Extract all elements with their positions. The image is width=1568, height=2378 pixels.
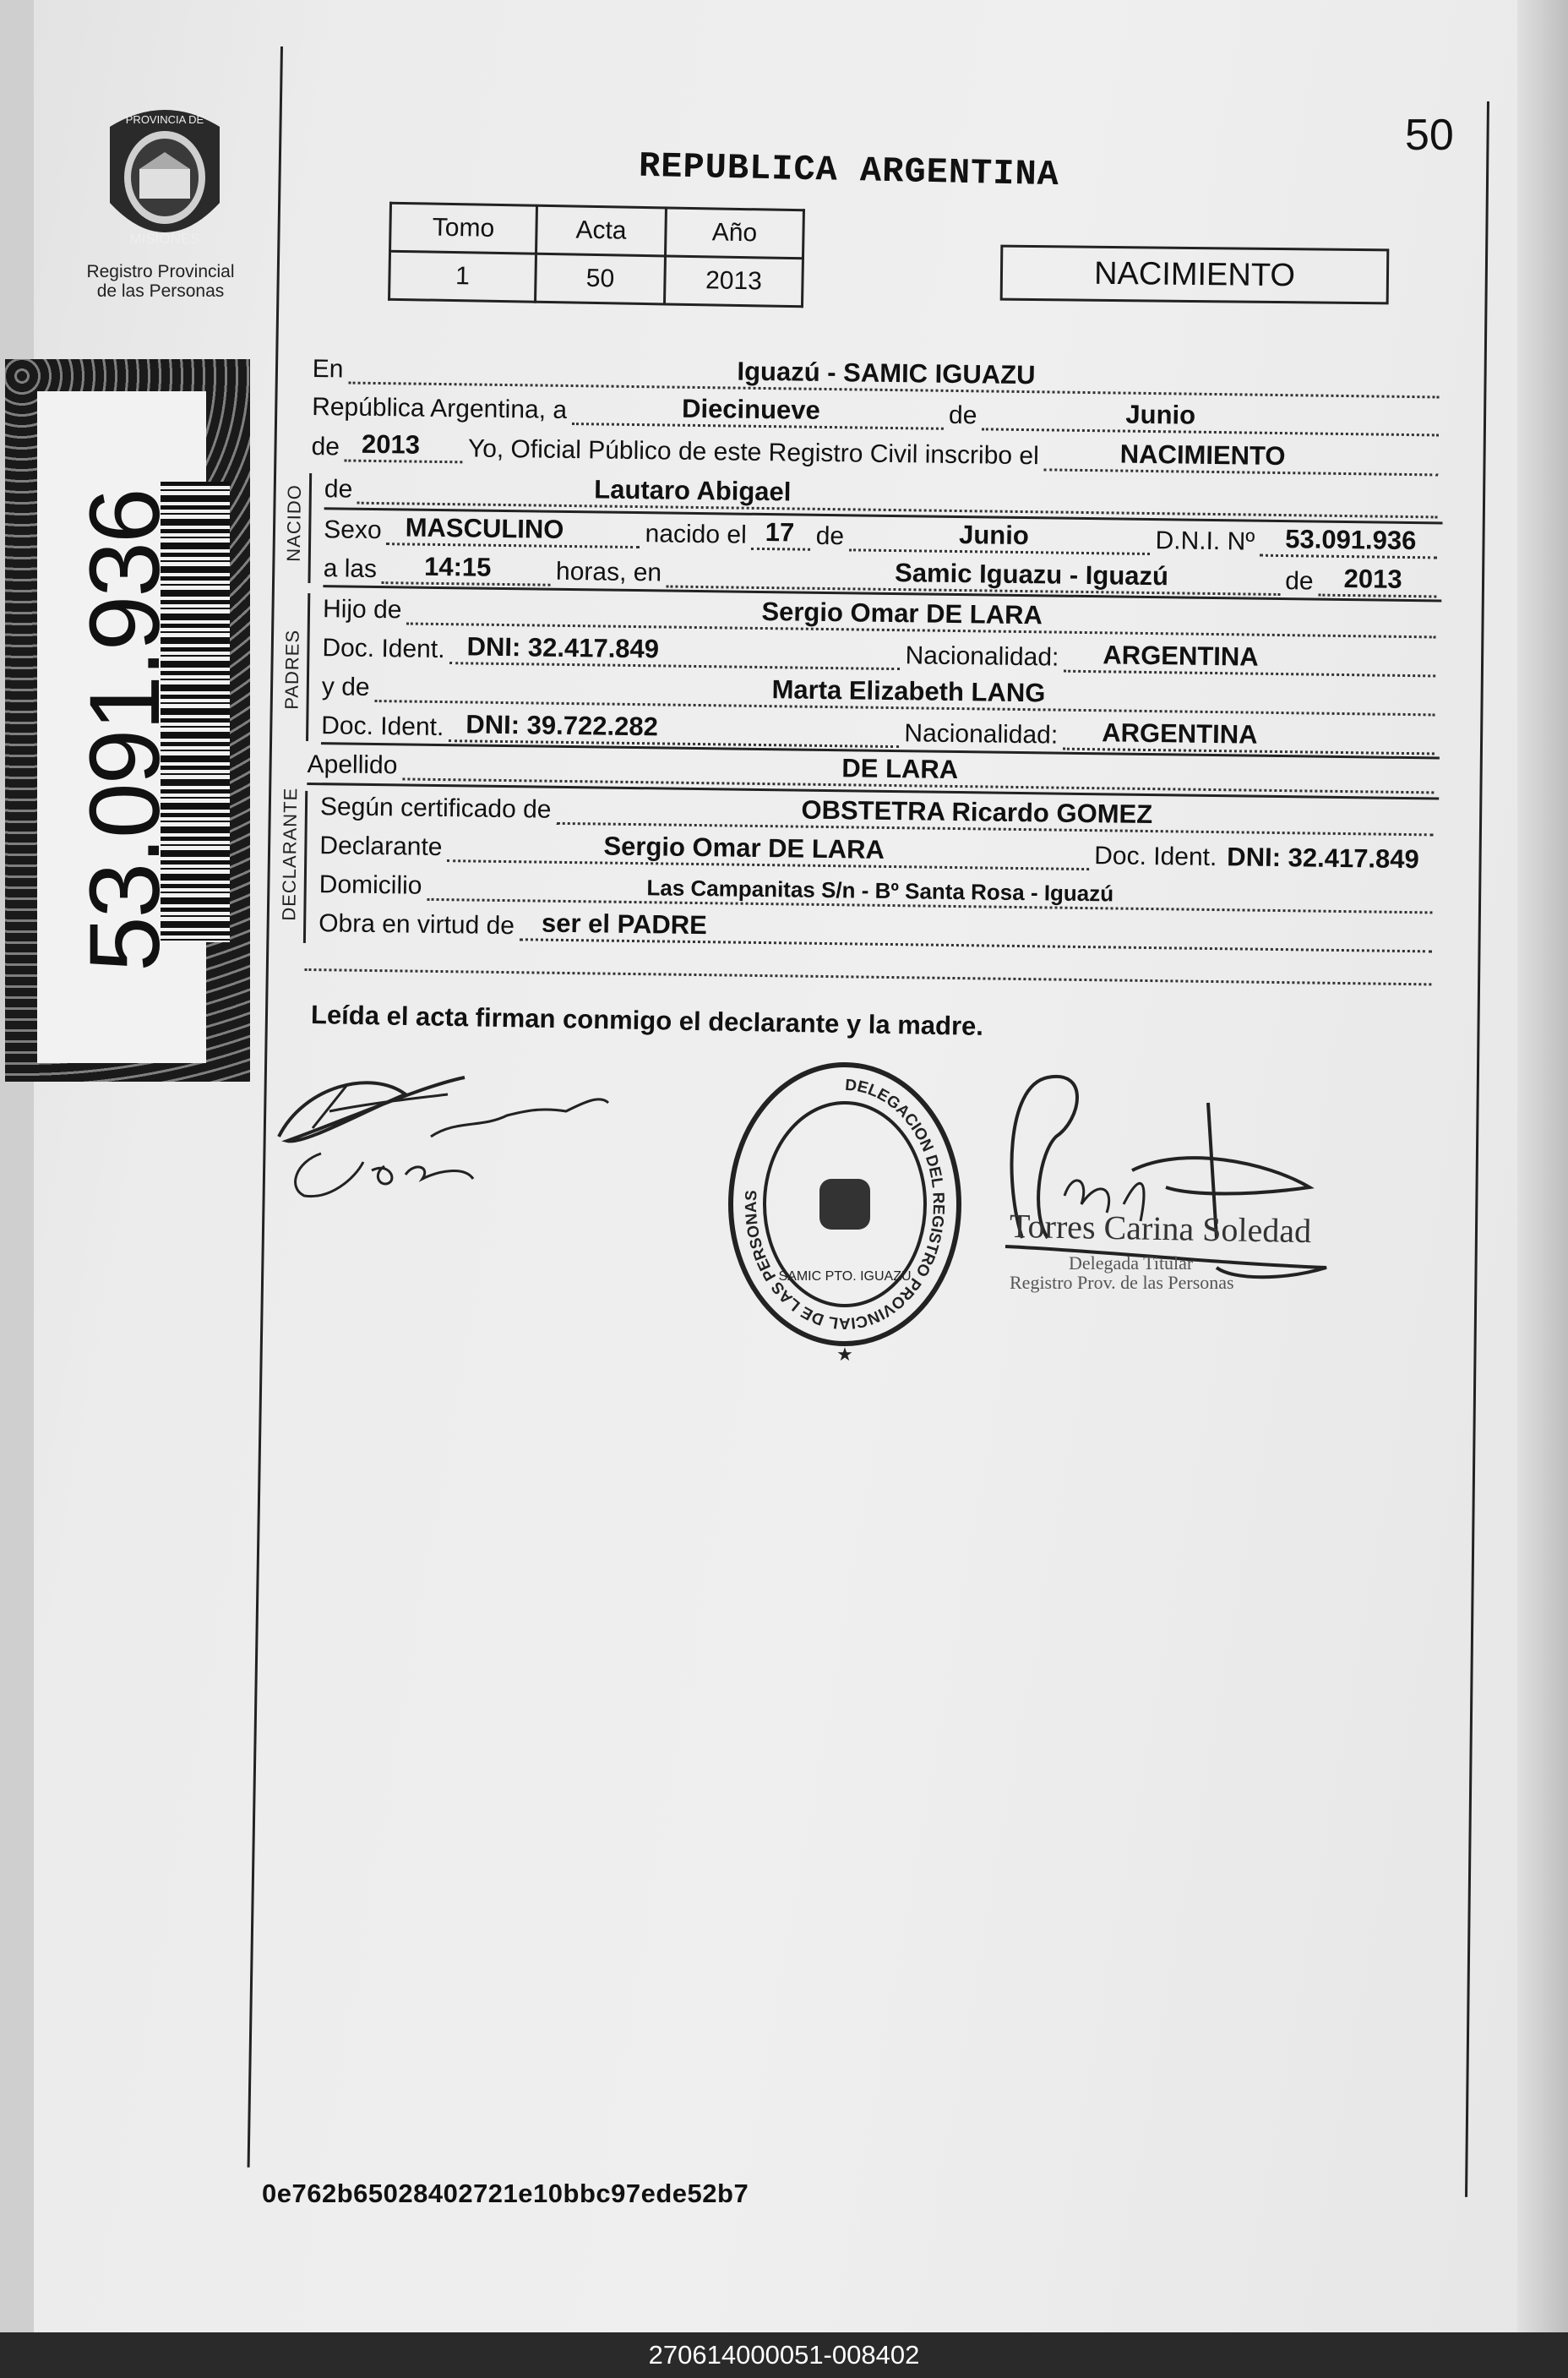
day-field xyxy=(572,393,944,430)
sexo-label: Sexo xyxy=(324,515,382,545)
certificate-value: OBSTETRA Ricardo GOMEZ xyxy=(801,794,1153,830)
a-las-label: a las xyxy=(323,554,378,584)
de-label-5: de xyxy=(1285,567,1314,596)
hijo-de-label: Hijo de xyxy=(322,595,402,624)
obra-value: ser el PADRE xyxy=(541,908,708,941)
section-declarante: DECLARANTE xyxy=(278,787,302,921)
declarante-value: Sergio Omar DE LARA xyxy=(603,831,885,864)
page-title: REPUBLICA ARGENTINA xyxy=(638,145,1060,196)
page-edge xyxy=(1517,0,1568,2332)
stamp-outer-text: DELEGACION DEL REGISTRO PROVINCIAL DE LAS PERSONAS xyxy=(742,1076,948,1333)
declarante-doc-value: DNI: 32.417.849 xyxy=(1227,842,1420,875)
act-kind-field xyxy=(1044,439,1439,476)
father-doc-label: Doc. Ident. xyxy=(322,634,445,664)
apellido-value: DE LARA xyxy=(841,753,959,785)
value-anio: 2013 xyxy=(664,256,803,307)
month-value: Junio xyxy=(1125,399,1196,430)
en-label: En xyxy=(312,355,344,384)
birth-time-value: 14:15 xyxy=(423,551,492,582)
domicilio-label: Domicilio xyxy=(318,870,422,900)
official-stamp xyxy=(722,1061,967,1382)
year-value: 2013 xyxy=(361,428,421,460)
header-tomo: Tomo xyxy=(390,203,537,254)
birth-place-value: Samic Iguazu - Iguazú xyxy=(894,558,1169,592)
registry-caption xyxy=(76,262,245,301)
birth-month-value: Junio xyxy=(958,520,1030,551)
oficial-text: Yo, Oficial Público de este Registro Civil inscribo el xyxy=(467,434,1039,471)
act-kind-value: NACIMIENTO xyxy=(1119,439,1286,472)
domicilio-value: Las Campanitas S/n - Bº Santa Rosa - Iguazú xyxy=(646,875,1114,907)
officer-role: Delegada Titular xyxy=(1069,1252,1194,1274)
de-label-2: de xyxy=(311,432,340,461)
mother-nat-label: Nacionalidad: xyxy=(904,719,1059,750)
dni-field xyxy=(1260,524,1437,559)
birth-day-field xyxy=(752,517,811,551)
mother-doc-label: Doc. Ident. xyxy=(321,712,444,742)
stamp-star-icon: ★ xyxy=(836,1344,853,1365)
father-doc-value: DNI: 32.417.849 xyxy=(466,631,660,664)
registry-caption-line2: de las Personas xyxy=(96,281,225,301)
document-hash: 0e762b65028402721e10bbc97ede52b7 xyxy=(262,2179,749,2208)
republica-label: República Argentina, a xyxy=(311,392,568,424)
header-acta: Acta xyxy=(536,205,667,256)
father-nat-field xyxy=(1064,640,1435,678)
obra-label: Obra en virtud de xyxy=(318,909,515,941)
declarante-label: Declarante xyxy=(319,832,443,862)
horas-en-label: horas, en xyxy=(555,557,662,587)
de-label: de xyxy=(948,401,977,430)
binding-strip xyxy=(0,0,34,2332)
header-anio: Año xyxy=(665,208,803,259)
value-tomo: 1 xyxy=(389,251,536,302)
page-number: 50 xyxy=(1405,111,1454,160)
y-de-label: y de xyxy=(321,673,370,701)
officer-name: Torres Carina Soledad xyxy=(1009,1206,1312,1251)
mother-doc-value: DNI: 39.722.282 xyxy=(466,709,659,742)
birth-day-value: 17 xyxy=(765,517,795,548)
value-acta: 50 xyxy=(536,254,666,304)
misiones-emblem xyxy=(93,101,237,262)
officer-office: Registro Prov. de las Personas xyxy=(1010,1272,1234,1293)
year-field xyxy=(345,428,463,464)
declarante-doc-label: Doc. Ident. xyxy=(1094,842,1217,872)
declarante-doc-field xyxy=(1222,842,1433,875)
de-label-4: de xyxy=(815,521,845,551)
footer-code: 270614000051-008402 xyxy=(0,2332,1568,2378)
mother-nat-field xyxy=(1063,717,1435,755)
mother-nationality: ARGENTINA xyxy=(1102,717,1258,750)
section-nacido: NACIDO xyxy=(282,484,305,562)
registry-table xyxy=(388,202,805,308)
declarant-signatures xyxy=(270,1035,625,1221)
closing-statement: Leída el acta firman conmigo el declarante y la madre. xyxy=(310,1000,984,1041)
time-field xyxy=(382,551,551,586)
barcode-number: 53.091.936 xyxy=(69,489,181,972)
emblem-text-top: PROVINCIA DE xyxy=(125,113,204,126)
child-name: Lautaro Abigael xyxy=(594,474,792,507)
father-nat-label: Nacionalidad: xyxy=(905,641,1059,672)
emblem-text-bottom: MISIONES xyxy=(129,231,200,247)
place-value: Iguazú - SAMIC IGUAZU xyxy=(737,356,1036,390)
father-name: Sergio Omar DE LARA xyxy=(761,596,1043,630)
de-label-3: de xyxy=(324,475,353,504)
birth-year-value: 2013 xyxy=(1343,564,1402,594)
nacido-el-label: nacido el xyxy=(645,520,747,549)
birth-month-field xyxy=(849,520,1151,555)
mother-name: Marta Elizabeth LANG xyxy=(771,674,1046,708)
dni-value: 53.091.936 xyxy=(1285,524,1417,556)
father-nationality: ARGENTINA xyxy=(1102,640,1259,672)
apellido-label: Apellido xyxy=(307,750,398,780)
stamp-inner-text: SAMIC PTO. IGUAZU xyxy=(778,1269,912,1284)
dni-label: D.N.I. Nº xyxy=(1155,526,1255,556)
sexo-value: MASCULINO xyxy=(405,512,564,544)
registry-caption-line1: Registro Provincial xyxy=(86,262,235,281)
segun-label: Según certificado de xyxy=(319,793,552,824)
act-type-box: NACIMIENTO xyxy=(1000,245,1390,305)
section-padres: PADRES xyxy=(280,629,303,710)
birth-year-field xyxy=(1318,564,1436,598)
sexo-field xyxy=(386,512,640,548)
day-value: Diecinueve xyxy=(681,393,821,425)
